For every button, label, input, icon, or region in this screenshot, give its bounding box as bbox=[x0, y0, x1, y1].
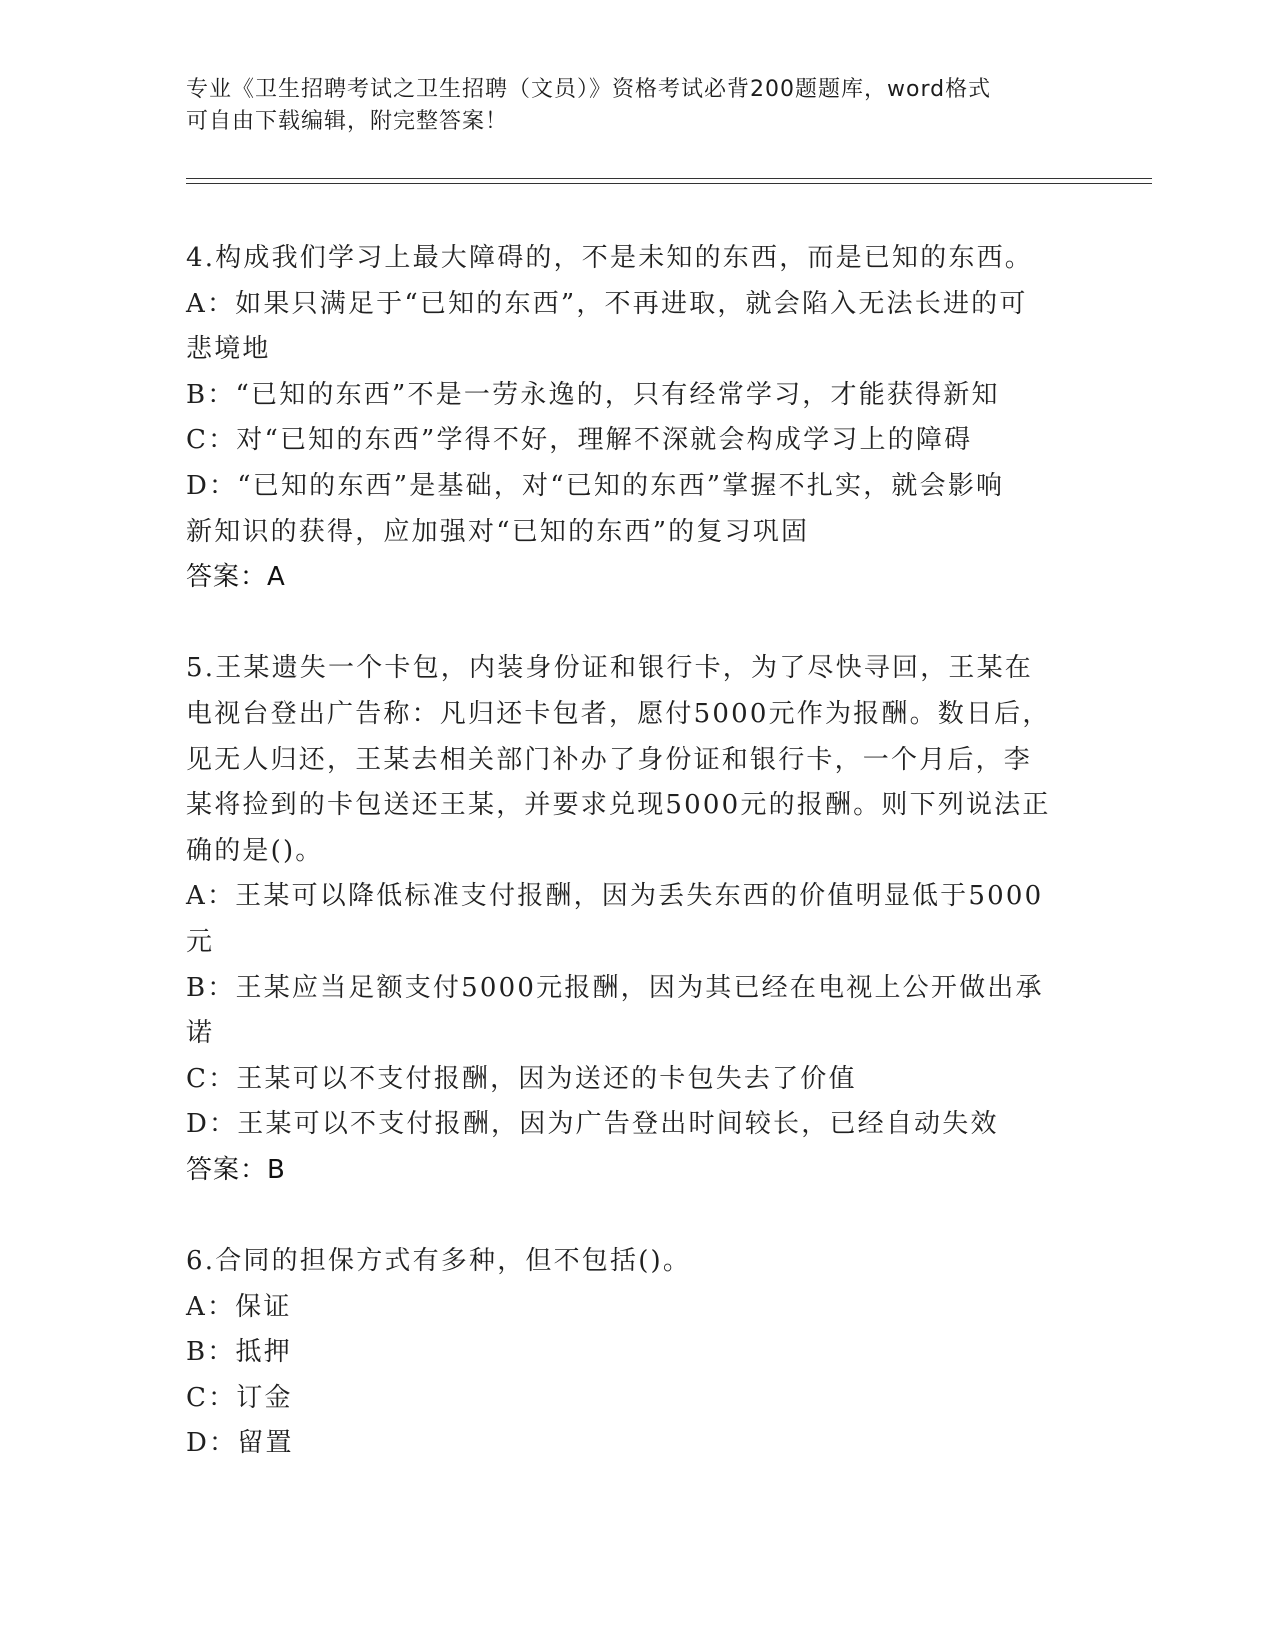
option-d: D：留置 bbox=[186, 1428, 294, 1459]
option-b: B：“已知的东西”不是一劳永逸的，只有经常学习，才能获得新知 bbox=[186, 379, 1000, 410]
answer-label: 答案：A bbox=[186, 562, 286, 593]
question-item bbox=[186, 236, 1086, 601]
option-b: B：抵押 bbox=[186, 1337, 292, 1368]
header-divider bbox=[186, 183, 1152, 184]
header-line: 专业《卫生招聘考试之卫生招聘（文员）》资格考试必背200题题库，word格式 bbox=[186, 77, 992, 102]
option-d: 新知识的获得，应加强对“已知的东西”的复习巩固 bbox=[186, 516, 810, 547]
option-a: A：保证 bbox=[186, 1291, 292, 1322]
question-stem: 4.构成我们学习上最大障碍的，不是未知的东西，而是已知的东西。 bbox=[186, 243, 1034, 273]
document-header bbox=[186, 74, 1066, 138]
option-a: 悲境地 bbox=[186, 334, 271, 365]
option-b: B：王某应当足额支付5000元报酬，因为其已经在电视上公开做出承 bbox=[186, 972, 1044, 1003]
option-d: D：王某可以不支付报酬，因为广告登出时间较长，已经自动失效 bbox=[186, 1109, 999, 1140]
option-b: 诺 bbox=[186, 1018, 215, 1049]
question-stem: 5.王某遗失一个卡包，内装身份证和银行卡，为了尽快寻回，王某在 bbox=[186, 653, 1034, 684]
option-a: A：王某可以降低标准支付报酬，因为丢失东西的价值明显低于5000 bbox=[186, 881, 1044, 912]
question-list bbox=[186, 236, 1086, 1467]
option-c: C：王某可以不支付报酬，因为送还的卡包失去了价值 bbox=[186, 1063, 857, 1094]
option-d: D：“已知的东西”是基础，对“已知的东西”掌握不扎实，就会影响 bbox=[186, 470, 1005, 501]
option-a: 元 bbox=[186, 926, 215, 957]
question-item bbox=[186, 646, 1086, 1193]
option-a: A：如果只满足于“已知的东西”，不再进取，就会陷入无法长进的可 bbox=[186, 288, 1028, 319]
question-stem: 6.合同的担保方式有多种，但不包括()。 bbox=[186, 1246, 692, 1277]
question-stem: 电视台登出广告称：凡归还卡包者，愿付5000元作为报酬。数日后， bbox=[186, 698, 1051, 729]
answer-label: 答案：B bbox=[186, 1154, 286, 1185]
option-c: C：订金 bbox=[186, 1382, 293, 1413]
question-item bbox=[186, 1239, 1086, 1467]
question-stem: 见无人归还，王某去相关部门补办了身份证和银行卡，一个月后，李 bbox=[186, 744, 1033, 775]
header-divider bbox=[186, 178, 1152, 179]
question-stem: 某将捡到的卡包送还王某，并要求兑现5000元的报酬。则下列说法正 bbox=[186, 790, 1051, 821]
option-c: C：对“已知的东西”学得不好，理解不深就会构成学习上的障碍 bbox=[186, 425, 973, 456]
question-stem: 确的是()。 bbox=[186, 835, 324, 866]
header-line: 可自由下载编辑，附完整答案！ bbox=[186, 109, 509, 134]
